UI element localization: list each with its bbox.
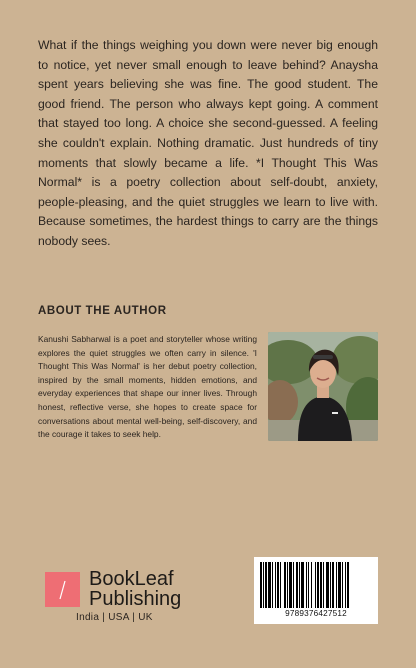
isbn-barcode (254, 557, 378, 624)
publisher-logo (45, 569, 181, 609)
publisher-name-line2: Publishing (89, 588, 182, 610)
publisher-name-line1: BookLeaf (89, 568, 174, 590)
publisher-name (89, 569, 181, 609)
barcode-bars-icon (260, 562, 372, 608)
bookleaf-mark-icon (45, 572, 80, 607)
author-bio: Kanushi Sabharwal is a poet and storyteller whose writing explores the quiet struggles we often carry in silence. 'I Thought This Was Normal' is her debut poetry collection, inspired by the small moments, hidden emotions, and everyday experiences that shape our inner lives. Through honest, reflective verse, she hopes to create space for conversations about mental well-being, self-discovery, and the courage it takes to seek help. (38, 334, 257, 440)
publisher-locations: India | USA | UK (76, 612, 153, 623)
about-author-heading: ABOUT THE AUTHOR (38, 305, 167, 317)
back-cover-blurb: What if the things weighing you down were never big enough to notice, yet never small enough to leave behind? Anaysha spent years believing she was fine. The good student. The good friend. The person who always kept going. A comment that stayed too long. A choice she second-guessed. A feeling she couldn't explain. Nothing dramatic. Just hundreds of tiny moments that slowly became a life. *I Thought This Was Normal* is a poetry collection about self-doubt, anxiety, people-pleasing, and the quiet struggles we learn to live with. Because sometimes, the hardest things to carry are the things nobody sees. (38, 38, 378, 248)
author-photo (268, 332, 378, 441)
isbn-number: 9789376427512 (285, 609, 347, 618)
